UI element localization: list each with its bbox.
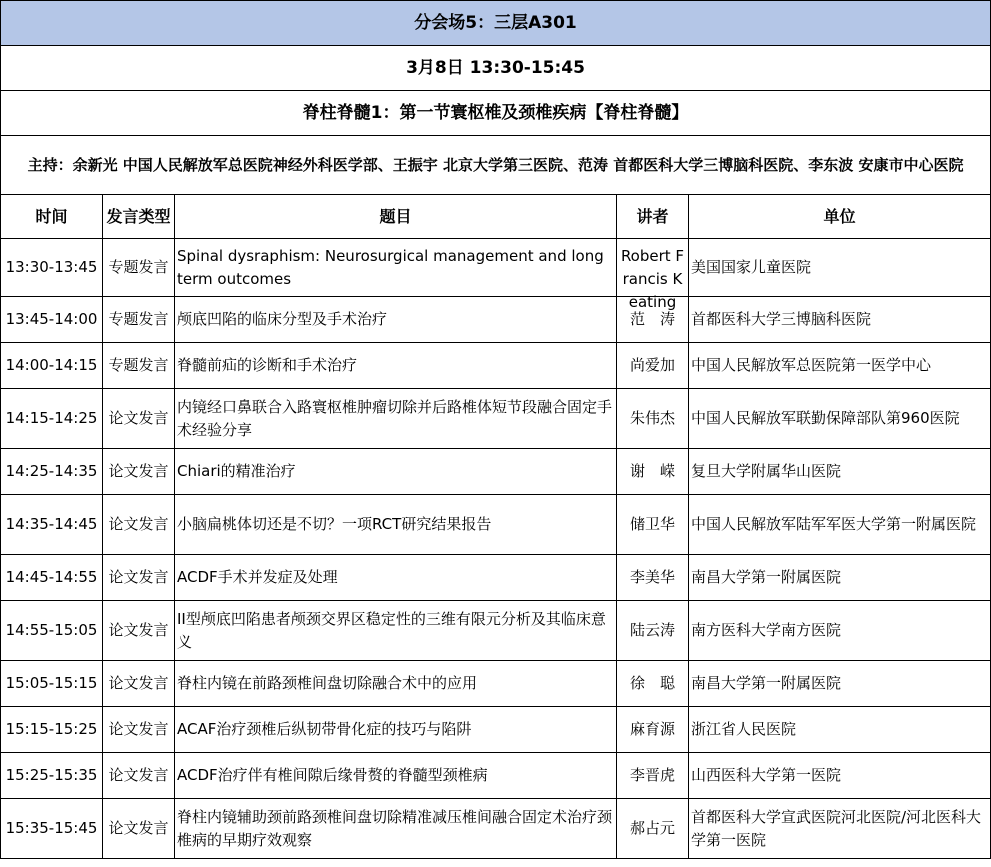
row-type: 论文发言	[103, 601, 175, 661]
column-header-speaker: 讲者	[617, 195, 689, 239]
row-speaker: 郝占元	[617, 799, 689, 859]
venue-title: 分会场5：三层A301	[1, 1, 991, 46]
row-speaker: Robert Francis Keating	[620, 246, 685, 311]
row-time: 14:35-14:45	[1, 495, 103, 555]
row-speaker: 朱伟杰	[617, 389, 689, 449]
table-row	[1, 239, 991, 297]
row-speaker: 尚爱加	[617, 343, 689, 389]
row-unit: 南方医科大学南方医院	[689, 601, 991, 661]
row-title: ACDF手术并发症及处理	[175, 555, 617, 601]
row-title: ACAF治疗颈椎后纵韧带骨化症的技巧与陷阱	[175, 707, 617, 753]
row-type: 论文发言	[103, 799, 175, 859]
date-row	[1, 46, 991, 91]
row-title: 小脑扁桃体切还是不切？一项RCT研究结果报告	[175, 495, 617, 555]
table-row	[1, 601, 991, 661]
row-unit: 南昌大学第一附属医院	[689, 661, 991, 707]
column-header-type: 发言类型	[103, 195, 175, 239]
row-title: 脊髓前疝的诊断和手术治疗	[175, 343, 617, 389]
row-unit: 复旦大学附属华山医院	[689, 449, 991, 495]
table-row	[1, 661, 991, 707]
row-type: 专题发言	[103, 297, 175, 343]
row-unit: 浙江省人民医院	[689, 707, 991, 753]
session-title: 脊柱脊髓1：第一节寰枢椎及颈椎疾病【脊柱脊髓】	[1, 91, 991, 136]
row-unit: 南昌大学第一附属医院	[689, 555, 991, 601]
row-unit: 山西医科大学第一医院	[689, 753, 991, 799]
row-title: 脊柱内镜在前路颈椎间盘切除融合术中的应用	[175, 661, 617, 707]
table-row	[1, 389, 991, 449]
row-title: Spinal dysraphism: Neurosurgical management and long term outcomes	[175, 239, 617, 297]
row-time: 15:05-15:15	[1, 661, 103, 707]
table-row	[1, 707, 991, 753]
row-title: Chiari的精准治疗	[175, 449, 617, 495]
row-unit: 美国国家儿童医院	[689, 239, 991, 297]
row-title: 内镜经口鼻联合入路寰枢椎肿瘤切除并后路椎体短节段融合固定手术经验分享	[175, 389, 617, 449]
table-row	[1, 555, 991, 601]
row-type: 论文发言	[103, 389, 175, 449]
row-unit: 中国人民解放军联勤保障部队第960医院	[689, 389, 991, 449]
session-date-time: 3月8日 13:30-15:45	[1, 46, 991, 91]
row-unit: 中国人民解放军总医院第一医学中心	[689, 343, 991, 389]
table-row	[1, 449, 991, 495]
table-row	[1, 753, 991, 799]
row-type: 论文发言	[103, 707, 175, 753]
row-unit: 首都医科大学宣武医院河北医院/河北医科大学第一医院	[689, 799, 991, 859]
row-unit: 中国人民解放军陆军军医大学第一附属医院	[689, 495, 991, 555]
row-time: 13:30-13:45	[1, 239, 103, 297]
row-type: 论文发言	[103, 449, 175, 495]
row-speaker: 储卫华	[617, 495, 689, 555]
row-time: 15:25-15:35	[1, 753, 103, 799]
table-row	[1, 495, 991, 555]
row-speaker: 谢 嵘	[617, 449, 689, 495]
row-speaker: 李晋虎	[617, 753, 689, 799]
venue-row	[1, 1, 991, 46]
column-header-time: 时间	[1, 195, 103, 239]
row-time: 15:35-15:45	[1, 799, 103, 859]
row-title: II型颅底凹陷患者颅颈交界区稳定性的三维有限元分析及其临床意义	[175, 601, 617, 661]
row-type: 专题发言	[103, 239, 175, 297]
session-row	[1, 91, 991, 136]
row-speaker: 范 涛	[617, 297, 689, 343]
row-time: 14:55-15:05	[1, 601, 103, 661]
row-time: 15:15-15:25	[1, 707, 103, 753]
row-speaker: 李美华	[617, 555, 689, 601]
row-type: 论文发言	[103, 495, 175, 555]
row-type: 论文发言	[103, 753, 175, 799]
row-time: 14:25-14:35	[1, 449, 103, 495]
hosts-row	[1, 136, 991, 195]
row-speaker-cell	[617, 239, 689, 311]
row-type: 专题发言	[103, 343, 175, 389]
row-unit: 首都医科大学三博脑科医院	[689, 297, 991, 343]
row-time: 13:45-14:00	[1, 297, 103, 343]
row-title: ACDF治疗伴有椎间隙后缘骨赘的脊髓型颈椎病	[175, 753, 617, 799]
row-speaker: 徐 聪	[617, 661, 689, 707]
column-header-unit: 单位	[689, 195, 991, 239]
row-time: 14:15-14:25	[1, 389, 103, 449]
table-row	[1, 799, 991, 859]
row-title: 脊柱内镜辅助颈前路颈椎间盘切除精准减压椎间融合固定术治疗颈椎病的早期疗效观察	[175, 799, 617, 859]
column-header-row	[1, 195, 991, 239]
row-type: 论文发言	[103, 555, 175, 601]
row-type: 论文发言	[103, 661, 175, 707]
session-hosts: 主持：余新光 中国人民解放军总医院神经外科医学部、王振宇 北京大学第三医院、范涛 首都医科大学三博脑科医院、李东波 安康市中心医院	[1, 136, 991, 195]
row-speaker: 麻育源	[617, 707, 689, 753]
row-time: 14:45-14:55	[1, 555, 103, 601]
table-row	[1, 297, 991, 343]
table-row	[1, 343, 991, 389]
row-speaker: 陆云涛	[617, 601, 689, 661]
row-title: 颅底凹陷的临床分型及手术治疗	[175, 297, 617, 343]
column-header-title: 题目	[175, 195, 617, 239]
row-time: 14:00-14:15	[1, 343, 103, 389]
